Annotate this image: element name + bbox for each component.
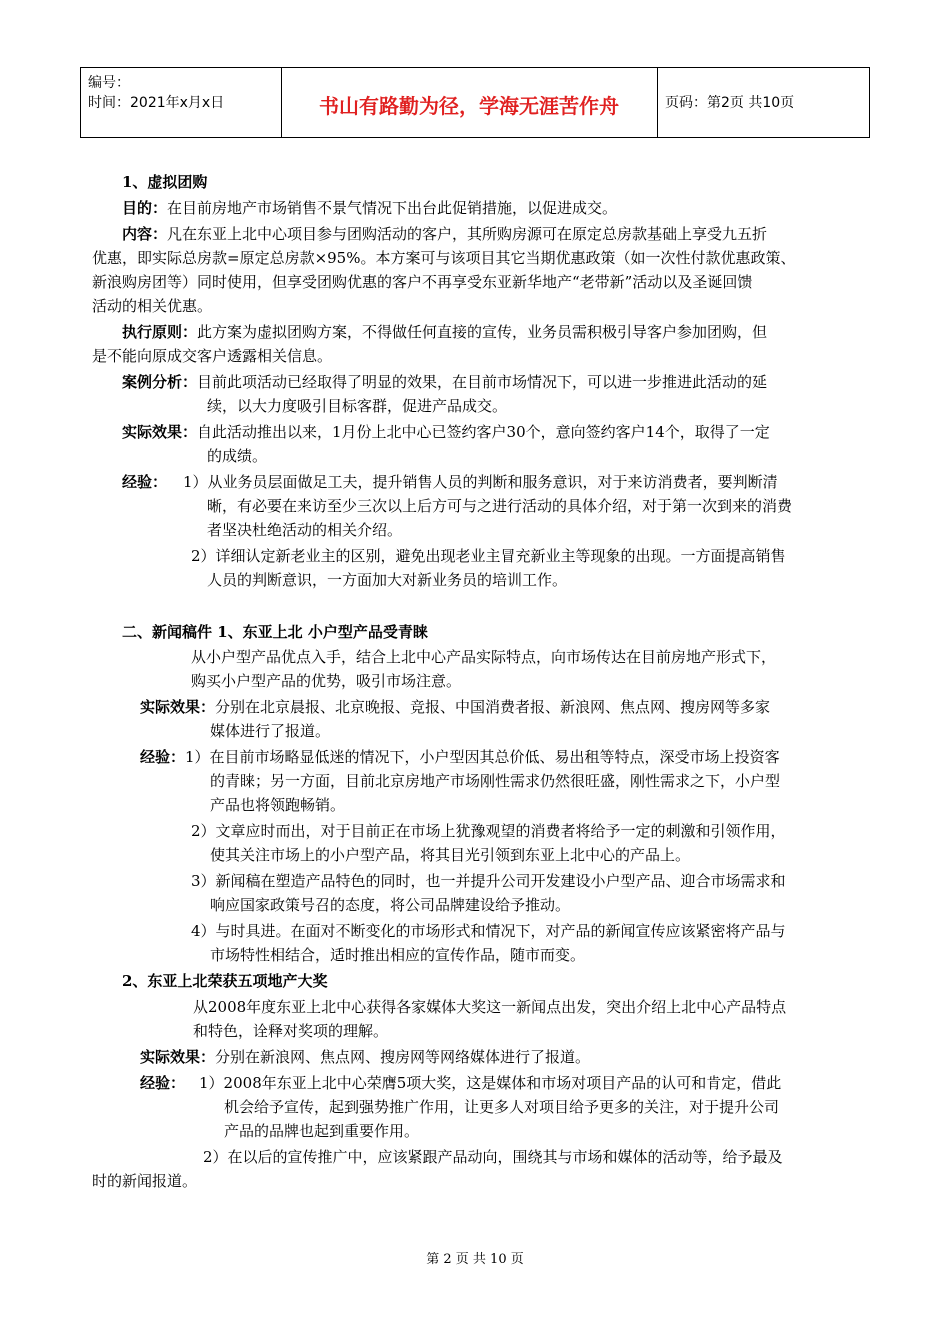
s2-effect-text-1: 分别在北京晨报、北京晚报、竞报、中国消费者报、新浪网、焦点网、搜房网等多家	[215, 698, 771, 716]
s1-effect-line-2: 的成绩。	[207, 447, 268, 465]
s2-effect-line-2: 媒体进行了报道。	[210, 722, 331, 740]
header-divider-2	[657, 68, 658, 137]
s1-effect-line-1	[122, 422, 770, 442]
s3-effect-line	[140, 1047, 590, 1067]
s1-effect-text-1: 自此活动推出以来，1月份上北中心已签约客户30个，意向签约客户14个，取得了一定	[197, 423, 770, 441]
s1-goal-label: 目的：	[122, 199, 168, 217]
s3-exp1-text-1: 1）2008年东亚上北中心荣膺5项大奖，这是媒体和市场对项目产品的认可和肯定，借此	[199, 1074, 782, 1092]
s1-exp1-line-3: 者坚决杜绝活动的相关介绍。	[207, 521, 403, 539]
s1-principle-text-1: 此方案为虚拟团购方案，不得做任何直接的宣传，业务员需积极引导客户参加团购，但	[197, 323, 768, 341]
s2-exp4-line-2: 市场特性相结合，适时推出相应的宣传作品，随市而变。	[210, 946, 586, 964]
s1-content-line-4: 活动的相关优惠。	[92, 297, 213, 315]
page-footer: 第 2 页 共 10 页	[426, 1252, 524, 1267]
header-meta	[88, 73, 224, 113]
header-page-number: 页码：第2页 共10页	[665, 95, 795, 111]
s2-exp1-text-1: 1）在目前市场略显低迷的情况下，小户型因其总价低、易出租等特点，深受市场上投资客	[185, 748, 780, 766]
section-1-title: 1、虚拟团购	[122, 173, 208, 191]
s1-content-line-2: 优惠，即实际总房款=原定总房款×95%。本方案可与该项目其它当期优惠政策（如一次性付款优惠政策、	[92, 249, 796, 267]
s2-exp3-line-1: 3）新闻稿在塑造产品特色的同时，也一并提升公司开发建设小户型产品、迎合市场需求和	[191, 872, 786, 890]
s1-content-line-3: 新浪购房团等）同时使用，但享受团购优惠的客户不再享受东亚新华地产“老带新”活动以及圣诞回馈	[92, 273, 753, 291]
s1-case-text-1: 目前此项活动已经取得了明显的效果，在目前市场情况下，可以进一步推进此活动的延	[197, 373, 768, 391]
s3-exp1-line-3: 产品的品牌也起到重要作用。	[224, 1122, 420, 1140]
section-2-title: 二、新闻稿件 1、东亚上北 小户型产品受青睐	[122, 623, 428, 641]
s1-exp2-line-2: 人员的判断意识，一方面加大对新业务员的培训工作。	[207, 571, 568, 589]
s2-exp2-line-1: 2）文章应时而出，对于目前正在市场上犹豫观望的消费者将给予一定的刺激和引领作用，	[191, 822, 786, 840]
s1-content-label: 内容：	[122, 225, 168, 243]
s2-exp-label: 经验：	[140, 748, 186, 766]
s3-exp-line-1	[140, 1073, 781, 1093]
s2-exp4-line-1: 4）与时具进。在面对不断变化的市场形式和情况下，对产品的新闻宣传应该紧密将产品与	[191, 922, 786, 940]
s2-exp3-line-2: 响应国家政策号召的态度，将公司品牌建设给予推动。	[210, 896, 571, 914]
page-header	[80, 67, 870, 138]
s3-exp2-line-2: 时的新闻报道。	[92, 1172, 198, 1190]
s2-exp1-line-2: 的青睐；另一方面，目前北京房地产市场刚性需求仍然很旺盛，刚性需求之下，小户型	[210, 772, 781, 790]
s1-exp2-line-1: 2）详细认定新老业主的区别，避免出现老业主冒充新业主等现象的出现。一方面提高销售	[191, 547, 786, 565]
s1-principle-line-1	[122, 322, 767, 342]
header-motto: 书山有路勤为径，学海无涯苦作舟	[319, 94, 619, 118]
s1-principle-line-2: 是不能向原成交客户透露相关信息。	[92, 347, 333, 365]
s2-exp1-line-3: 产品也将领跑畅销。	[210, 796, 346, 814]
s1-case-label: 案例分析：	[122, 373, 198, 391]
s2-intro-line-1: 从小户型产品优点入手，结合上北中心产品实际特点，向市场传达在目前房地产形式下，	[191, 648, 777, 666]
header-number: 编号：	[88, 75, 130, 91]
s1-effect-label: 实际效果：	[122, 423, 198, 441]
s2-effect-label: 实际效果：	[140, 698, 216, 716]
s2-intro-line-2: 购买小户型产品的优势，吸引市场注意。	[191, 672, 462, 690]
s1-case-line-1	[122, 372, 767, 392]
s1-exp-line-1	[122, 472, 778, 492]
s1-case-line-2: 续，以大力度吸引目标客群，促进产品成交。	[207, 397, 508, 415]
s1-goal	[122, 198, 617, 218]
s3-effect-label: 实际效果：	[140, 1048, 216, 1066]
header-time: 时间：2021年x月x日	[88, 95, 225, 111]
s1-principle-label: 执行原则：	[122, 323, 198, 341]
section-3-title: 2、东亚上北荣获五项地产大奖	[122, 972, 328, 990]
s1-goal-text: 在目前房地产市场销售不景气情况下出台此促销措施，以促进成交。	[167, 199, 618, 217]
s3-intro-line-2: 和特色，诠释对奖项的理解。	[193, 1022, 389, 1040]
s3-effect-text: 分别在新浪网、焦点网、搜房网等网络媒体进行了报道。	[215, 1048, 591, 1066]
s3-intro-line-1: 从2008年度东亚上北中心获得各家媒体大奖这一新闻点出发，突出介绍上北中心产品特点	[193, 998, 787, 1016]
s3-exp2-line-1: 2）在以后的宣传推广中，应该紧跟产品动向，围绕其与市场和媒体的活动等，给予最及	[203, 1148, 783, 1166]
s1-exp1-line-2: 晰，有必要在来访至少三次以上后方可与之进行活动的具体介绍，对于第一次到来的消费	[207, 497, 793, 515]
s3-exp-label: 经验：	[140, 1074, 186, 1092]
s1-content-line-1	[122, 224, 767, 244]
s2-effect-line-1	[140, 697, 770, 717]
s1-exp-label: 经验：	[122, 473, 168, 491]
s1-content-text-1: 凡在东亚上北中心项目参与团购活动的客户，其所购房源可在原定总房款基础上享受九五折	[167, 225, 768, 243]
header-border-right	[869, 68, 870, 137]
s2-exp2-line-2: 使其关注市场上的小户型产品，将其目光引领到东亚上北中心的产品上。	[210, 846, 691, 864]
s1-exp1-text-1: 1）从业务员层面做足工夫，提升销售人员的判断和服务意识，对于来访消费者，要判断清	[183, 473, 778, 491]
s3-exp1-line-2: 机会给予宣传，起到强势推广作用，让更多人对项目给予更多的关注，对于提升公司	[224, 1098, 780, 1116]
s2-exp-line-1	[140, 747, 780, 767]
header-border-left	[80, 68, 81, 137]
